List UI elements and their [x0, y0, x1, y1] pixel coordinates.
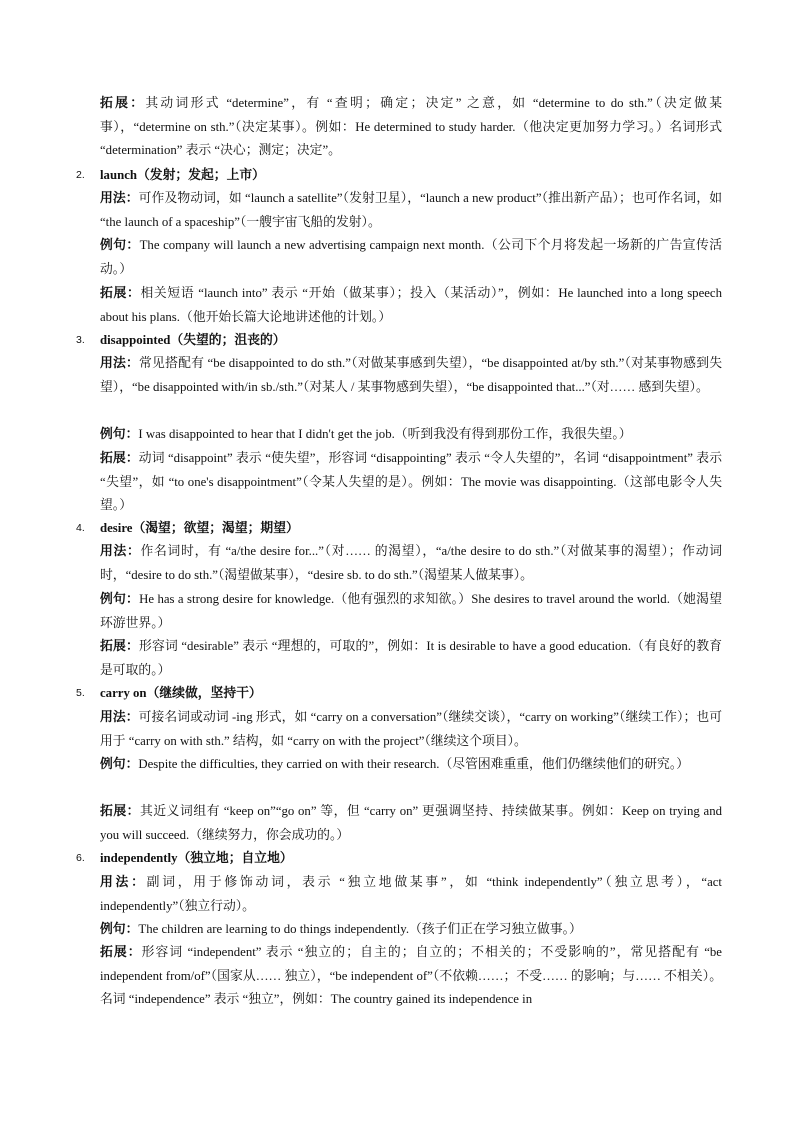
- entry-number: 3.: [76, 334, 85, 346]
- example-text: Despite the difficulties, they carried on with their research.（尽管困难重重，他们仍继续他们的研究。）: [138, 757, 690, 771]
- extension-label: 拓展：: [100, 286, 141, 300]
- usage-paragraph: [100, 187, 722, 234]
- example-paragraph: [100, 918, 722, 942]
- entry-heading: launch（发射；发起；上市）: [100, 168, 265, 182]
- example-label: 例句：: [100, 757, 139, 771]
- usage-text: 副词，用于修饰动词，表示 “独立地做某事”，如 “think independently”（独立思考），“act independently”（独立行动）。: [100, 875, 722, 913]
- extension-text: 其动词形式 “determine”，有 “查明；确定；决定” 之意，如 “determine to do sth.”（决定做某事），“determine on sth.”（决定某事）。例如：He determined to study harder.（他决定更加努力学习。）名词形式 “determination” 表示 “决心；测定；决定”。: [100, 96, 722, 157]
- usage-paragraph: [100, 352, 722, 399]
- extension-text: 其近义词组有 “keep on”“go on” 等，但 “carry on” 更强调坚持、持续做某事。例如：Keep on trying and you will succeed.（继续努力，你会成功的。）: [100, 804, 722, 842]
- example-paragraph: [100, 753, 722, 777]
- extension-paragraph: [100, 282, 722, 329]
- extension-text: 相关短语 “launch into” 表示 “开始（做某事）；投入（某活动）”，例如：He launched into a long speech about his plans.（他开始长篇大论地讲述他的计划。）: [100, 286, 723, 324]
- example-text: The children are learning to do things independently.（孩子们正在学习独立做事。）: [138, 922, 582, 936]
- example-paragraph: [100, 423, 722, 447]
- usage-text: 可接名词或动词 -ing 形式，如 “carry on a conversation”（继续交谈），“carry on working”（继续工作）；也可用于 “carry on with sth.” 结构，如 “carry on with the project”（继续这个项目）。: [100, 710, 723, 748]
- usage-text: 可作及物动词，如 “launch a satellite”（发射卫星），“launch a new product”（推出新产品）；也可作名词，如 “the launch of a spaceship”（一艘宇宙飞船的发射）。: [100, 191, 723, 229]
- entry-number: 5.: [76, 687, 85, 699]
- usage-label: 用法：: [100, 875, 147, 889]
- example-label: 例句：: [100, 238, 140, 252]
- example-paragraph: [100, 234, 722, 281]
- entry-number: 2.: [76, 169, 85, 181]
- usage-label: 用法：: [100, 356, 140, 370]
- example-label: 例句：: [100, 922, 139, 936]
- usage-paragraph: [100, 706, 722, 753]
- example-text: I was disappointed to hear that I didn't get the job.（听到我没有得到那份工作，我很失望。）: [138, 427, 632, 441]
- extension-label: 拓展：: [100, 451, 139, 465]
- usage-paragraph: [100, 871, 722, 918]
- usage-label: 用法：: [100, 191, 139, 205]
- usage-paragraph: [100, 540, 722, 587]
- entry-number: 4.: [76, 522, 85, 534]
- example-label: 例句：: [100, 427, 139, 441]
- extension-label: 拓展：: [100, 945, 142, 959]
- example-label: 例句：: [100, 592, 140, 606]
- usage-label: 用法：: [100, 710, 139, 724]
- entry-heading: disappointed（失望的；沮丧的）: [100, 333, 286, 347]
- intro-extension: [100, 92, 722, 163]
- extension-text: 形容词 “independent” 表示 “独立的；自主的；自立的；不相关的；不受影响的”，常见搭配有 “be independent from/of”（国家从…… 独立），“be independent of”（不依赖……；不受…… 的影响；与…… 不相关）。名词 “independence” 表示 “独立”，例如：The country gained its independence in: [100, 945, 722, 1006]
- example-paragraph: [100, 588, 722, 635]
- usage-label: 用法：: [100, 544, 141, 558]
- extension-text: 形容词 “desirable” 表示 “理想的，可取的”，例如：It is desirable to have a good education.（有良好的教育是可取的。）: [100, 639, 722, 677]
- extension-paragraph: [100, 941, 722, 1012]
- example-text: He has a strong desire for knowledge.（他有强烈的求知欲。）She desires to travel around the world.（她渴望环游世界。）: [100, 592, 723, 630]
- extension-label: 拓展：: [100, 804, 141, 818]
- extension-label: 拓展：: [100, 96, 146, 110]
- usage-text: 常见搭配有 “be disappointed to do sth.”（对做某事感到失望），“be disappointed at/by sth.”（对某事物感到失望），“be disappointed with/in sb./sth.”（对某人 / 某事物感到失望），“be disappointed that...”（对…… 感到失望）。: [100, 356, 723, 394]
- extension-text: 动词 “disappoint” 表示 “使失望”，形容词 “disappointing” 表示 “令人失望的”，名词 “disappointment” 表示 “失望”，如 “to one's disappointment”（令某人失望的是）。例如：The movie was disappointing.（这部电影令人失望。）: [100, 451, 722, 512]
- entry-heading: desire（渴望；欲望；渴望；期望）: [100, 521, 299, 535]
- entry-number: 6.: [76, 852, 85, 864]
- entry-heading: independently（独立地；自立地）: [100, 851, 293, 865]
- extension-paragraph: [100, 635, 722, 682]
- extension-paragraph: [100, 447, 722, 518]
- entry-heading: carry on（继续做，坚持干）: [100, 686, 262, 700]
- extension-label: 拓展：: [100, 639, 139, 653]
- extension-paragraph: [100, 800, 722, 847]
- example-text: The company will launch a new advertising campaign next month.（公司下个月将发起一场新的广告宣传活动。）: [100, 238, 723, 276]
- usage-text: 作名词时，有 “a/the desire for...”（对…… 的渴望），“a/the desire to do sth.”（对做某事的渴望）；作动词时，“desire to do sth.”（渴望做某事），“desire sb. to do sth.”（渴望某人做某事）。: [100, 544, 722, 582]
